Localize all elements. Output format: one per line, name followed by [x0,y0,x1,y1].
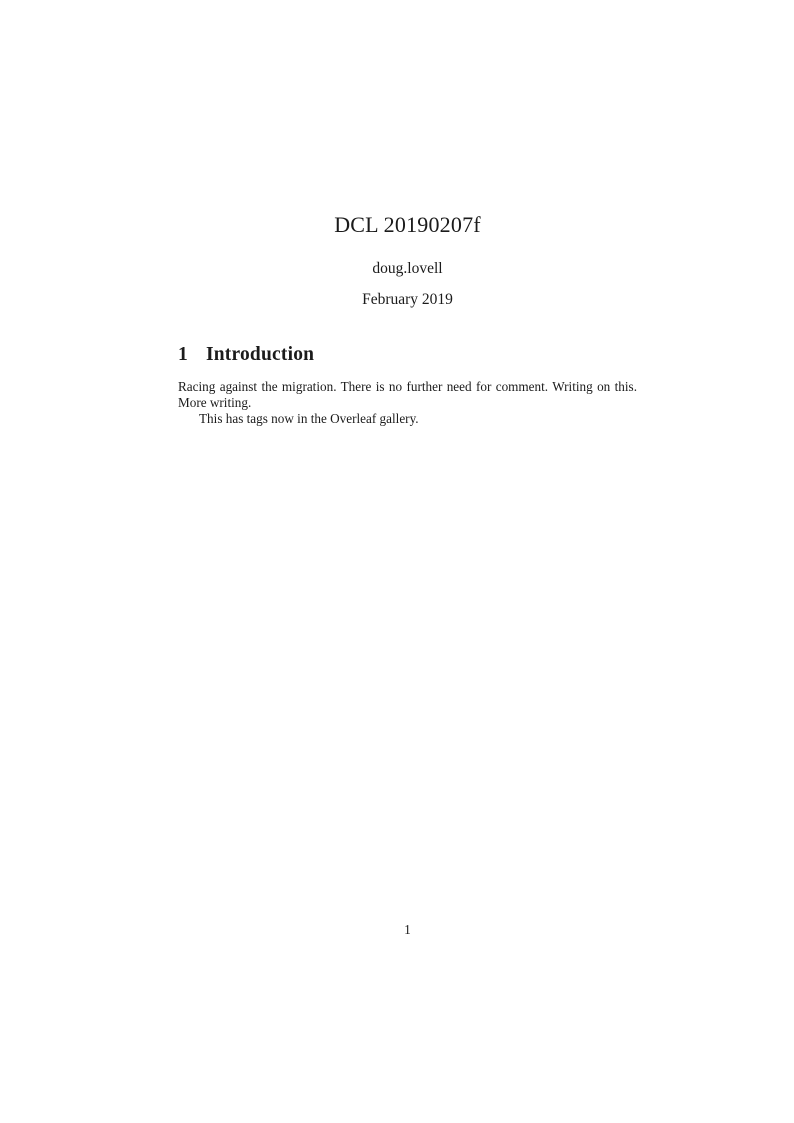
page-number: 1 [404,922,411,937]
document-title: DCL 20190207f [334,212,481,237]
paragraph: Racing against the migration. There is no further need for comment. Writing on this. More writing. [178,379,637,410]
section-number: 1 [178,344,188,365]
document-author: doug.lovell [372,260,443,277]
section-title: Introduction [205,344,315,365]
section-heading [178,345,637,365]
paragraph: This has tags now in the Overleaf gallery. [199,411,419,426]
document-date: February 2019 [362,291,453,308]
section-body [178,379,637,427]
